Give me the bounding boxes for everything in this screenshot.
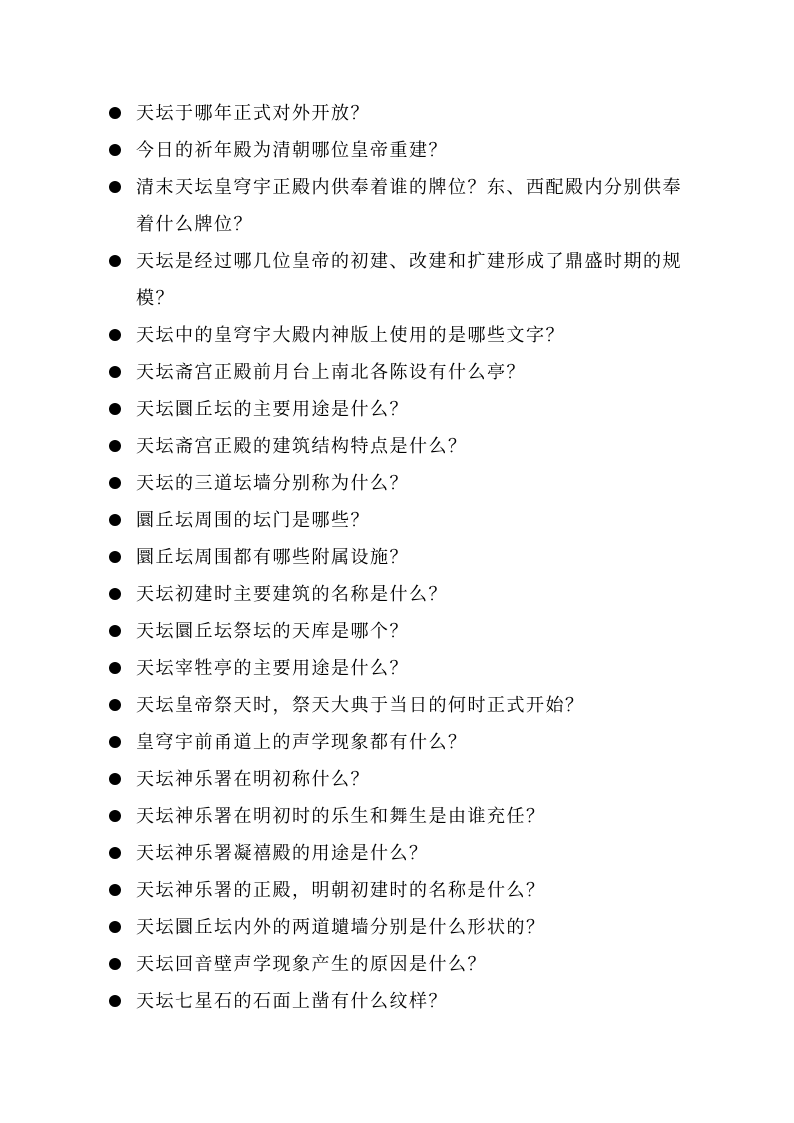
list-item: [108, 983, 683, 1020]
question-text: 天坛神乐署凝禧殿的用途是什么？: [136, 843, 429, 864]
question-text: 天坛神乐署在明初称什么？: [136, 769, 370, 790]
bullet-icon: [109, 810, 121, 822]
bullet-icon: [109, 329, 121, 341]
list-item: [108, 687, 683, 724]
list-item: [108, 650, 683, 687]
bullet-icon: [109, 255, 121, 267]
question-text: 天坛神乐署的正殿，明朝初建时的名称是什么？: [136, 880, 546, 901]
list-item: [108, 909, 683, 946]
question-text: 天坛的三道坛墙分别称为什么？: [136, 473, 409, 494]
list-item: [108, 576, 683, 613]
list-item: [108, 95, 683, 132]
bullet-icon: [109, 588, 121, 600]
bullet-icon: [109, 144, 121, 156]
list-item: [108, 391, 683, 428]
bullet-icon: [109, 884, 121, 896]
bullet-icon: [109, 625, 121, 637]
bullet-icon: [109, 551, 121, 563]
question-text: 天坛中的皇穹宇大殿内神版上使用的是哪些文字？: [136, 325, 565, 346]
question-text: 天坛圜丘坛内外的两道壝墙分别是什么形状的？: [136, 917, 546, 938]
question-text: 天坛七星石的石面上凿有什么纹样？: [136, 991, 448, 1012]
question-text: 天坛宰牲亭的主要用途是什么？: [136, 658, 409, 679]
list-item: [108, 502, 683, 539]
question-text: 天坛回音壁声学现象产生的原因是什么？: [136, 954, 487, 975]
bullet-icon: [109, 847, 121, 859]
bullet-icon: [109, 699, 121, 711]
list-item: [108, 465, 683, 502]
list-item: [108, 428, 683, 465]
bullet-icon: [109, 440, 121, 452]
list-item: [108, 798, 683, 835]
list-item: [108, 724, 683, 761]
bullet-icon: [109, 921, 121, 933]
question-text: 天坛圜丘坛祭坛的天库是哪个？: [136, 621, 409, 642]
list-item: [108, 317, 683, 354]
question-text: 圜丘坛周围都有哪些附属设施？: [136, 547, 409, 568]
list-item: [108, 835, 683, 872]
question-text: 今日的祈年殿为清朝哪位皇帝重建？: [136, 140, 448, 161]
bullet-icon: [109, 514, 121, 526]
bullet-icon: [109, 958, 121, 970]
question-text: 天坛初建时主要建筑的名称是什么？: [136, 584, 448, 605]
question-text: 天坛是经过哪几位皇帝的初建、改建和扩建形成了鼎盛时期的规模？: [136, 251, 682, 309]
list-item: [108, 872, 683, 909]
list-item: [108, 243, 683, 317]
list-item: [108, 946, 683, 983]
list-item: [108, 354, 683, 391]
question-text: 天坛圜丘坛的主要用途是什么？: [136, 399, 409, 420]
bullet-icon: [109, 736, 121, 748]
question-list: [108, 95, 683, 1020]
bullet-icon: [109, 107, 121, 119]
question-text: 天坛皇帝祭天时，祭天大典于当日的何时正式开始？: [136, 695, 585, 716]
question-text: 天坛神乐署在明初时的乐生和舞生是由谁充任？: [136, 806, 546, 827]
list-item: [108, 169, 683, 243]
bullet-icon: [109, 181, 121, 193]
list-item: [108, 132, 683, 169]
question-text: 圜丘坛周围的坛门是哪些？: [136, 510, 370, 531]
bullet-icon: [109, 403, 121, 415]
list-item: [108, 613, 683, 650]
question-text: 天坛斋宫正殿前月台上南北各陈设有什么亭？: [136, 362, 526, 383]
bullet-icon: [109, 662, 121, 674]
question-text: 清末天坛皇穹宇正殿内供奉着谁的牌位？东、西配殿内分别供奉着什么牌位？: [136, 177, 682, 235]
question-text: 天坛于哪年正式对外开放？: [136, 103, 370, 124]
question-text: 皇穹宇前甬道上的声学现象都有什么？: [136, 732, 468, 753]
list-item: [108, 761, 683, 798]
bullet-icon: [109, 773, 121, 785]
list-item: [108, 539, 683, 576]
bullet-icon: [109, 477, 121, 489]
bullet-icon: [109, 366, 121, 378]
question-text: 天坛斋宫正殿的建筑结构特点是什么？: [136, 436, 468, 457]
bullet-icon: [109, 995, 121, 1007]
